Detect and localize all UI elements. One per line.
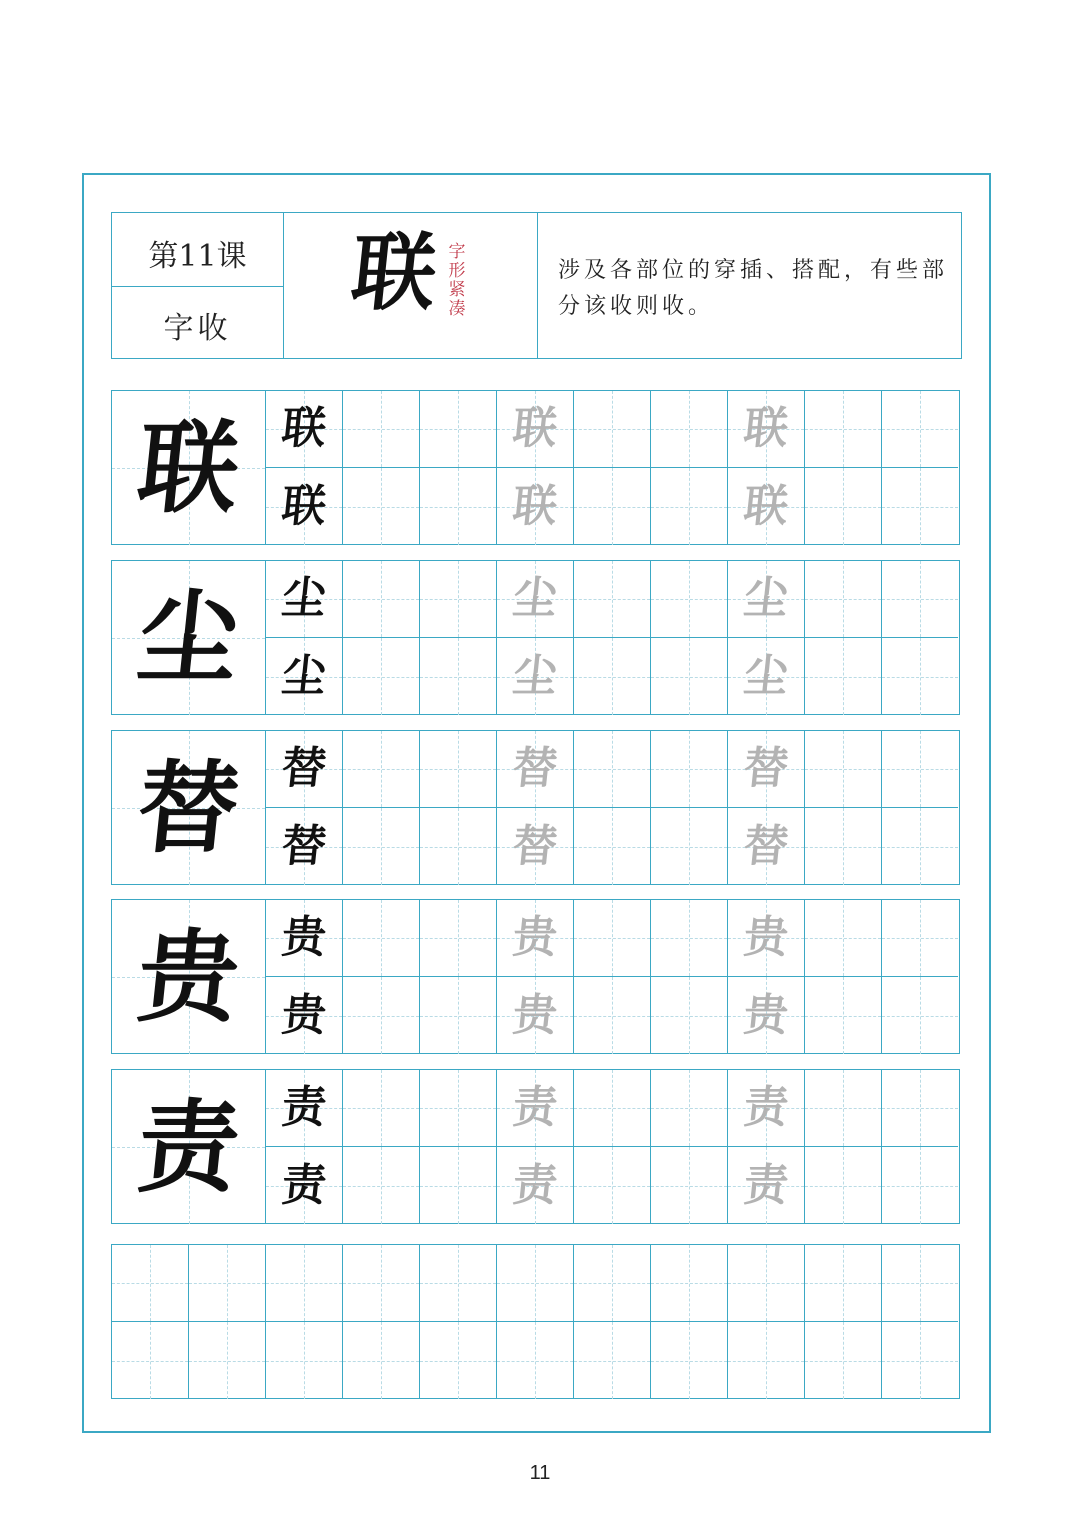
practice-block — [111, 899, 960, 1054]
lesson-number: 第11课 — [148, 239, 247, 274]
blank-cell — [651, 1322, 728, 1399]
grid-guide-horizontal — [343, 847, 419, 848]
practice-cell — [497, 561, 574, 638]
practice-cell — [343, 900, 420, 977]
blank-cell — [728, 1245, 805, 1322]
grid-guide-horizontal — [420, 938, 496, 939]
trace-character: 替 — [741, 743, 791, 794]
model-big-cell — [112, 731, 266, 885]
grid-guide-horizontal — [420, 677, 496, 678]
grid-guide-horizontal — [420, 1016, 496, 1017]
practice-cell — [882, 808, 958, 885]
practice-block — [111, 730, 960, 885]
grid-guide-horizontal — [343, 599, 419, 600]
practice-cell — [882, 731, 958, 808]
trace-character: 责 — [741, 1159, 791, 1211]
practice-cell — [266, 977, 343, 1054]
practice-cell — [728, 977, 805, 1054]
blank-cell — [805, 1245, 882, 1322]
blank-cell — [420, 1245, 497, 1322]
practice-cell — [805, 900, 882, 977]
practice-cell — [728, 731, 805, 808]
practice-cell — [882, 900, 958, 977]
blank-cell — [189, 1245, 266, 1322]
practice-cell — [574, 638, 651, 715]
grid-guide-horizontal — [574, 429, 650, 430]
model-big-character: 尘 — [132, 579, 245, 697]
grid-guide-horizontal — [805, 677, 881, 678]
practice-cell — [574, 731, 651, 808]
practice-cell — [728, 391, 805, 468]
practice-cell — [805, 731, 882, 808]
grid-guide-horizontal — [112, 1361, 188, 1362]
grid-guide-horizontal — [651, 1108, 727, 1109]
model-small-character: 责 — [279, 1159, 329, 1211]
practice-cell — [497, 468, 574, 545]
model-small-character: 尘 — [279, 650, 329, 702]
grid-guide-horizontal — [805, 429, 881, 430]
grid-guide-horizontal — [420, 1283, 496, 1284]
practice-cell — [266, 1070, 343, 1147]
trace-character: 尘 — [741, 650, 791, 702]
practice-cell — [651, 561, 728, 638]
practice-block — [111, 560, 960, 715]
grid-guide-horizontal — [420, 1108, 496, 1109]
grid-guide-horizontal — [343, 1361, 419, 1362]
grid-guide-horizontal — [343, 429, 419, 430]
feature-character: 联 — [346, 223, 442, 322]
blank-cell — [882, 1245, 958, 1322]
practice-cell — [343, 468, 420, 545]
grid-guide-horizontal — [882, 429, 958, 430]
practice-block — [111, 390, 960, 545]
grid-guide-horizontal — [651, 507, 727, 508]
practice-cell — [651, 977, 728, 1054]
practice-cell — [651, 1070, 728, 1147]
practice-cell — [497, 808, 574, 885]
model-small-character: 联 — [279, 480, 329, 532]
lesson-description: 涉及各部位的穿插、搭配，有些部分该收则收。 — [558, 258, 949, 319]
practice-cell — [343, 638, 420, 715]
grid-guide-horizontal — [574, 677, 650, 678]
practice-cell — [420, 731, 497, 808]
blank-practice-block — [111, 1244, 960, 1399]
practice-cell — [882, 638, 958, 715]
practice-cell — [497, 977, 574, 1054]
blank-cell — [266, 1322, 343, 1399]
grid-guide-horizontal — [112, 1283, 188, 1284]
trace-character: 联 — [510, 403, 560, 454]
blank-cell — [420, 1322, 497, 1399]
trace-character: 联 — [741, 403, 791, 454]
grid-guide-horizontal — [497, 1361, 573, 1362]
practice-cell — [343, 808, 420, 885]
practice-cell — [882, 977, 958, 1054]
grid-guide-horizontal — [189, 1283, 265, 1284]
practice-cell — [805, 468, 882, 545]
grid-guide-horizontal — [805, 847, 881, 848]
model-small-character: 替 — [279, 743, 329, 794]
grid-guide-horizontal — [805, 1186, 881, 1187]
grid-guide-horizontal — [420, 1361, 496, 1362]
grid-guide-horizontal — [882, 1283, 958, 1284]
practice-cell — [497, 1147, 574, 1224]
trace-character: 贵 — [510, 912, 560, 963]
grid-guide-horizontal — [420, 429, 496, 430]
grid-guide-horizontal — [882, 1186, 958, 1187]
grid-guide-horizontal — [574, 1361, 650, 1362]
grid-guide-horizontal — [651, 677, 727, 678]
practice-cell — [266, 808, 343, 885]
grid-guide-horizontal — [266, 1361, 342, 1362]
practice-cell — [574, 1070, 651, 1147]
practice-cell — [420, 638, 497, 715]
grid-guide-horizontal — [343, 938, 419, 939]
practice-cell — [266, 1147, 343, 1224]
grid-guide-horizontal — [574, 507, 650, 508]
practice-cell — [266, 468, 343, 545]
grid-guide-horizontal — [651, 847, 727, 848]
grid-guide-horizontal — [420, 847, 496, 848]
model-big-cell — [112, 900, 266, 1054]
model-big-character: 责 — [132, 1088, 245, 1206]
practice-cell — [651, 731, 728, 808]
grid-guide-horizontal — [420, 769, 496, 770]
practice-cell — [805, 977, 882, 1054]
practice-cell — [266, 900, 343, 977]
grid-guide-horizontal — [882, 677, 958, 678]
practice-cell — [651, 391, 728, 468]
grid-guide-horizontal — [805, 938, 881, 939]
practice-cell — [728, 468, 805, 545]
blank-cell — [189, 1322, 266, 1399]
grid-guide-horizontal — [651, 938, 727, 939]
grid-guide-horizontal — [574, 847, 650, 848]
practice-cell — [574, 977, 651, 1054]
trace-character: 责 — [741, 1082, 791, 1133]
grid-guide-horizontal — [651, 1016, 727, 1017]
practice-cell — [882, 391, 958, 468]
grid-guide-horizontal — [574, 599, 650, 600]
grid-guide-horizontal — [651, 1361, 727, 1362]
grid-guide-horizontal — [574, 769, 650, 770]
grid-guide-horizontal — [805, 1016, 881, 1017]
grid-guide-horizontal — [574, 1283, 650, 1284]
practice-cell — [343, 977, 420, 1054]
trace-character: 责 — [510, 1159, 560, 1211]
model-big-cell — [112, 1070, 266, 1224]
practice-cell — [343, 731, 420, 808]
practice-cell — [266, 731, 343, 808]
practice-cell — [497, 731, 574, 808]
grid-guide-horizontal — [805, 1283, 881, 1284]
practice-cell — [728, 1070, 805, 1147]
grid-guide-horizontal — [882, 1016, 958, 1017]
model-small-character: 贵 — [279, 989, 329, 1041]
practice-cell — [497, 391, 574, 468]
grid-guide-horizontal — [189, 1361, 265, 1362]
practice-cell — [343, 1147, 420, 1224]
trace-character: 联 — [741, 480, 791, 532]
trace-character: 尘 — [510, 573, 560, 624]
model-small-character: 联 — [279, 403, 329, 454]
grid-guide-horizontal — [882, 599, 958, 600]
feature-tag: 字形紧凑 — [448, 242, 466, 319]
model-big-character: 贵 — [132, 918, 245, 1036]
grid-guide-horizontal — [805, 1361, 881, 1362]
grid-guide-horizontal — [882, 507, 958, 508]
blank-cell — [266, 1245, 343, 1322]
grid-guide-horizontal — [343, 1186, 419, 1187]
practice-cell — [728, 1147, 805, 1224]
practice-cell — [805, 1147, 882, 1224]
trace-character: 贵 — [741, 912, 791, 963]
grid-guide-horizontal — [497, 1283, 573, 1284]
practice-cell — [805, 391, 882, 468]
practice-cell — [882, 1070, 958, 1147]
practice-cell — [343, 561, 420, 638]
practice-block — [111, 1069, 960, 1224]
grid-guide-horizontal — [882, 1108, 958, 1109]
grid-guide-horizontal — [420, 1186, 496, 1187]
grid-guide-horizontal — [420, 599, 496, 600]
grid-guide-horizontal — [882, 938, 958, 939]
blank-cell — [882, 1322, 958, 1399]
grid-guide-horizontal — [805, 769, 881, 770]
practice-cell — [266, 391, 343, 468]
practice-cell — [574, 1147, 651, 1224]
grid-guide-horizontal — [651, 1186, 727, 1187]
grid-guide-horizontal — [574, 1016, 650, 1017]
practice-cell — [266, 638, 343, 715]
practice-cell — [420, 977, 497, 1054]
practice-cell — [882, 561, 958, 638]
blank-cell — [805, 1322, 882, 1399]
practice-cell — [882, 468, 958, 545]
grid-guide-horizontal — [343, 1016, 419, 1017]
blank-cell — [497, 1245, 574, 1322]
blank-cell — [497, 1322, 574, 1399]
practice-cell — [574, 468, 651, 545]
lesson-header — [111, 212, 962, 359]
grid-guide-horizontal — [728, 1361, 804, 1362]
practice-cell — [420, 808, 497, 885]
lesson-topic: 字收 — [163, 311, 232, 346]
model-big-cell — [112, 561, 266, 715]
blank-cell — [574, 1245, 651, 1322]
practice-cell — [574, 561, 651, 638]
grid-guide-horizontal — [343, 1283, 419, 1284]
grid-guide-horizontal — [651, 769, 727, 770]
practice-cell — [420, 1147, 497, 1224]
model-big-character: 替 — [132, 749, 245, 867]
practice-cell — [343, 1070, 420, 1147]
grid-guide-horizontal — [574, 1186, 650, 1187]
grid-guide-horizontal — [805, 599, 881, 600]
model-small-character: 责 — [279, 1082, 329, 1133]
trace-character: 贵 — [510, 989, 560, 1041]
practice-cell — [651, 808, 728, 885]
grid-guide-horizontal — [420, 507, 496, 508]
practice-cell — [343, 391, 420, 468]
blank-cell — [343, 1245, 420, 1322]
grid-guide-horizontal — [651, 429, 727, 430]
practice-cell — [497, 1070, 574, 1147]
blank-cell — [728, 1322, 805, 1399]
practice-cell — [497, 638, 574, 715]
grid-guide-horizontal — [343, 677, 419, 678]
grid-guide-horizontal — [651, 1283, 727, 1284]
practice-cell — [651, 1147, 728, 1224]
header-divider — [112, 286, 283, 287]
trace-character: 替 — [510, 820, 560, 872]
grid-guide-horizontal — [574, 1108, 650, 1109]
feature-cell — [284, 213, 538, 358]
practice-cell — [728, 808, 805, 885]
practice-cell — [574, 808, 651, 885]
practice-cell — [420, 900, 497, 977]
practice-cell — [420, 1070, 497, 1147]
blank-cell — [574, 1322, 651, 1399]
grid-guide-horizontal — [805, 507, 881, 508]
grid-guide-horizontal — [343, 507, 419, 508]
blank-cell — [343, 1322, 420, 1399]
practice-cell — [497, 900, 574, 977]
blank-cell — [112, 1245, 189, 1322]
model-big-character: 联 — [132, 409, 245, 527]
grid-guide-horizontal — [343, 769, 419, 770]
practice-cell — [805, 561, 882, 638]
trace-character: 替 — [510, 743, 560, 794]
model-big-cell — [112, 391, 266, 545]
grid-guide-horizontal — [651, 599, 727, 600]
model-small-character: 贵 — [279, 912, 329, 963]
practice-cell — [651, 900, 728, 977]
blank-cell — [651, 1245, 728, 1322]
grid-guide-horizontal — [266, 1283, 342, 1284]
trace-character: 尘 — [510, 650, 560, 702]
practice-cell — [420, 561, 497, 638]
grid-guide-horizontal — [728, 1283, 804, 1284]
trace-character: 尘 — [741, 573, 791, 624]
practice-cell — [266, 561, 343, 638]
practice-cell — [420, 468, 497, 545]
practice-cell — [651, 468, 728, 545]
grid-guide-horizontal — [882, 1361, 958, 1362]
trace-character: 替 — [741, 820, 791, 872]
grid-guide-horizontal — [882, 769, 958, 770]
grid-guide-horizontal — [574, 938, 650, 939]
grid-guide-horizontal — [882, 847, 958, 848]
practice-cell — [574, 900, 651, 977]
practice-cell — [651, 638, 728, 715]
model-small-character: 替 — [279, 820, 329, 872]
grid-guide-horizontal — [343, 1108, 419, 1109]
trace-character: 贵 — [741, 989, 791, 1041]
practice-cell — [728, 900, 805, 977]
practice-cell — [574, 391, 651, 468]
page-number: 11 — [529, 1462, 551, 1484]
trace-character: 联 — [510, 480, 560, 532]
trace-character: 责 — [510, 1082, 560, 1133]
grid-guide-horizontal — [805, 1108, 881, 1109]
practice-cell — [805, 1070, 882, 1147]
practice-cell — [805, 808, 882, 885]
practice-cell — [728, 561, 805, 638]
practice-cell — [420, 391, 497, 468]
blank-cell — [112, 1322, 189, 1399]
practice-cell — [805, 638, 882, 715]
practice-cell — [728, 638, 805, 715]
model-small-character: 尘 — [279, 573, 329, 624]
lesson-info-cell — [112, 213, 284, 358]
practice-cell — [882, 1147, 958, 1224]
